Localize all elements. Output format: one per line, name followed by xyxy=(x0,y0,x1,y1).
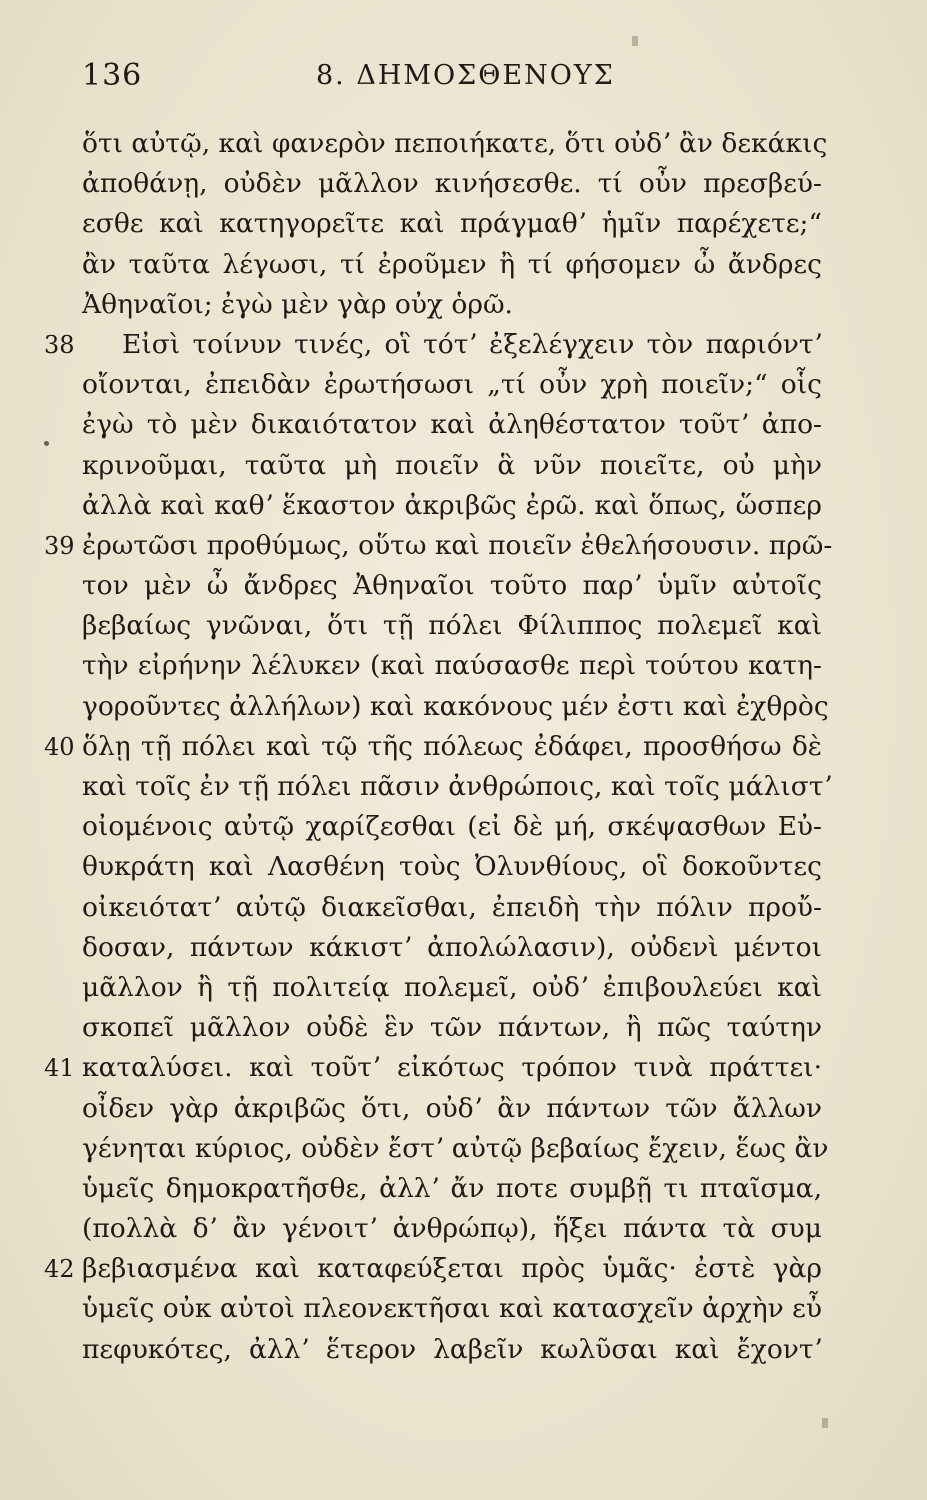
line-text: βεβιασμένα καὶ καταφεύξεται πρὸς ὑμᾶς· ἐστὲ γὰρ xyxy=(82,1253,822,1285)
line-text: Εἰσὶ τοίνυν τινές, οἳ τότʼ ἐξελέγχειν τὸν παριόντʼ xyxy=(122,328,822,360)
text-line xyxy=(0,968,927,1008)
line-text: θυκράτη καὶ Λασθένη τοὺς Ὀλυνθίους, οἳ δοκοῦντες xyxy=(82,851,822,883)
line-text: ἀποθάνῃ, οὐδὲν μᾶλλον κινήσεσθε. τί οὖν πρεσβεύ- xyxy=(82,168,822,200)
line-text: (πολλὰ δʼ ἂν γένοιτʼ ἀνθρώπῳ), ἥξει πάντα τὰ συμ xyxy=(82,1213,822,1245)
line-text: ἀλλὰ καὶ καθʼ ἕκαστον ἀκριβῶς ἐρῶ. καὶ ὅπως, ὥσπερ xyxy=(82,489,822,521)
text-line xyxy=(0,446,927,486)
line-text: πεφυκότες, ἀλλʼ ἕτερον λαβεῖν κωλῦσαι καὶ ἔχοντʼ xyxy=(82,1333,822,1365)
ink-smudge xyxy=(822,1418,828,1428)
running-head: 8. ΔΗΜΟΣΘΕΝΟΥΣ xyxy=(316,60,615,91)
text-line xyxy=(0,204,927,244)
line-text: οἰομένοις αὐτῷ χαρίζεσθαι (εἰ δὲ μή, σκέψασθων Εὐ- xyxy=(82,811,822,843)
section-number: 40 xyxy=(44,732,75,761)
body-text xyxy=(0,124,927,1370)
text-line xyxy=(0,164,927,204)
line-text: ἂν ταῦτα λέγωσι, τί ἐροῦμεν ἢ τί φήσομεν ὦ ἄνδρες xyxy=(82,248,822,280)
text-line xyxy=(0,646,927,686)
line-text: οἴονται, ἐπειδὰν ἐρωτήσωσι „τί οὖν χρὴ ποιεῖν;“ οἷς xyxy=(82,369,822,401)
line-text: ἐρωτῶσι προθύμως, οὕτω καὶ ποιεῖν ἐθελήσουσιν. πρῶ- xyxy=(82,529,833,561)
text-line xyxy=(0,486,927,526)
margin-mark xyxy=(44,441,49,446)
text-line xyxy=(0,1048,927,1088)
section-number: 41 xyxy=(44,1054,75,1083)
text-line xyxy=(0,847,927,887)
text-line xyxy=(0,928,927,968)
text-line xyxy=(0,526,927,566)
text-line xyxy=(0,1330,927,1370)
page-header xyxy=(82,58,862,98)
text-line xyxy=(0,687,927,727)
line-text: κρινοῦμαι, ταῦτα μὴ ποιεῖν ἃ νῦν ποιεῖτε, οὐ μὴν xyxy=(82,449,822,481)
line-text: γοροῦντες ἀλλήλων) καὶ κακόνους μέν ἐστι καὶ ἐχθρὸς xyxy=(82,690,829,722)
text-line xyxy=(0,1289,927,1329)
text-line xyxy=(0,1249,927,1289)
line-text: τον μὲν ὦ ἄνδρες Ἀθηναῖοι τοῦτο παρʼ ὑμῖν αὐτοῖς xyxy=(82,570,822,602)
text-line xyxy=(0,325,927,365)
text-line xyxy=(0,1129,927,1169)
section-number: 39 xyxy=(44,531,75,560)
line-text: Ἀθηναῖοι; ἐγὼ μὲν γὰρ οὐχ ὁρῶ. xyxy=(82,288,513,320)
text-line xyxy=(0,888,927,928)
line-text: εσθε καὶ κατηγορεῖτε καὶ πράγμαθʼ ἡμῖν παρέχετε;“ xyxy=(82,208,822,240)
text-line xyxy=(0,365,927,405)
text-line xyxy=(0,1169,927,1209)
line-text: σκοπεῖ μᾶλλον οὐδὲ ἓν τῶν πάντων, ἢ πῶς ταύτην xyxy=(82,1012,822,1044)
text-line xyxy=(0,1008,927,1048)
text-line xyxy=(0,124,927,164)
line-text: ὅτι αὐτῷ, καὶ φανερὸν πεποιήκατε, ὅτι οὐδʼ ἂν δεκάκις xyxy=(82,128,828,159)
text-line xyxy=(0,767,927,807)
line-text: ὑμεῖς οὐκ αὐτοὶ πλεονεκτῆσαι καὶ κατασχεῖν ἀρχὴν εὖ xyxy=(82,1293,822,1325)
text-line xyxy=(0,566,927,606)
line-text: καταλύσει. καὶ τοῦτʼ εἰκότως τρόπον τινὰ πράττει· xyxy=(82,1052,822,1084)
line-text: τὴν εἰρήνην λέλυκεν (καὶ παύσασθε περὶ τούτου κατη- xyxy=(82,650,822,682)
line-text: ὅλῃ τῇ πόλει καὶ τῷ τῆς πόλεως ἐδάφει, προσθήσω δὲ xyxy=(82,730,822,762)
line-text: μᾶλλον ἢ τῇ πολιτείᾳ πολεμεῖ, οὐδʼ ἐπιβουλεύει καὶ xyxy=(82,971,822,1003)
line-text: δοσαν, πάντων κάκιστʼ ἀπολώλασιν), οὐδενὶ μέντοι xyxy=(82,931,822,963)
line-text: οἰκειότατʼ αὐτῷ διακεῖσθαι, ἐπειδὴ τὴν πόλιν προὔ- xyxy=(82,891,822,923)
text-line xyxy=(0,245,927,285)
line-text: βεβαίως γνῶναι, ὅτι τῇ πόλει Φίλιππος πολεμεῖ καὶ xyxy=(82,610,822,642)
text-line xyxy=(0,807,927,847)
line-text: οἶδεν γὰρ ἀκριβῶς ὅτι, οὐδʼ ἂν πάντων τῶν ἄλλων xyxy=(82,1092,822,1124)
line-text: ἐγὼ τὸ μὲν δικαιότατον καὶ ἀληθέστατον τοῦτʼ ἀπο- xyxy=(82,409,822,441)
line-text: γένηται κύριος, οὐδὲν ἔστʼ αὐτῷ βεβαίως ἔχειν, ἕως ἂν xyxy=(82,1132,829,1164)
ink-smudge xyxy=(632,36,638,46)
line-text: ὑμεῖς δημοκρατῆσθε, ἀλλʼ ἄν ποτε συμβῇ τι πταῖσμα, xyxy=(82,1172,822,1204)
page-number: 136 xyxy=(82,58,143,93)
text-line xyxy=(0,1209,927,1249)
line-text: καὶ τοῖς ἐν τῇ πόλει πᾶσιν ἀνθρώποις, καὶ τοῖς μάλιστʼ xyxy=(82,771,832,802)
section-number: 42 xyxy=(44,1255,75,1284)
text-line xyxy=(0,285,927,325)
text-line xyxy=(0,606,927,646)
section-number: 38 xyxy=(44,330,75,359)
text-line xyxy=(0,727,927,767)
text-line xyxy=(0,405,927,445)
text-line xyxy=(0,1089,927,1129)
